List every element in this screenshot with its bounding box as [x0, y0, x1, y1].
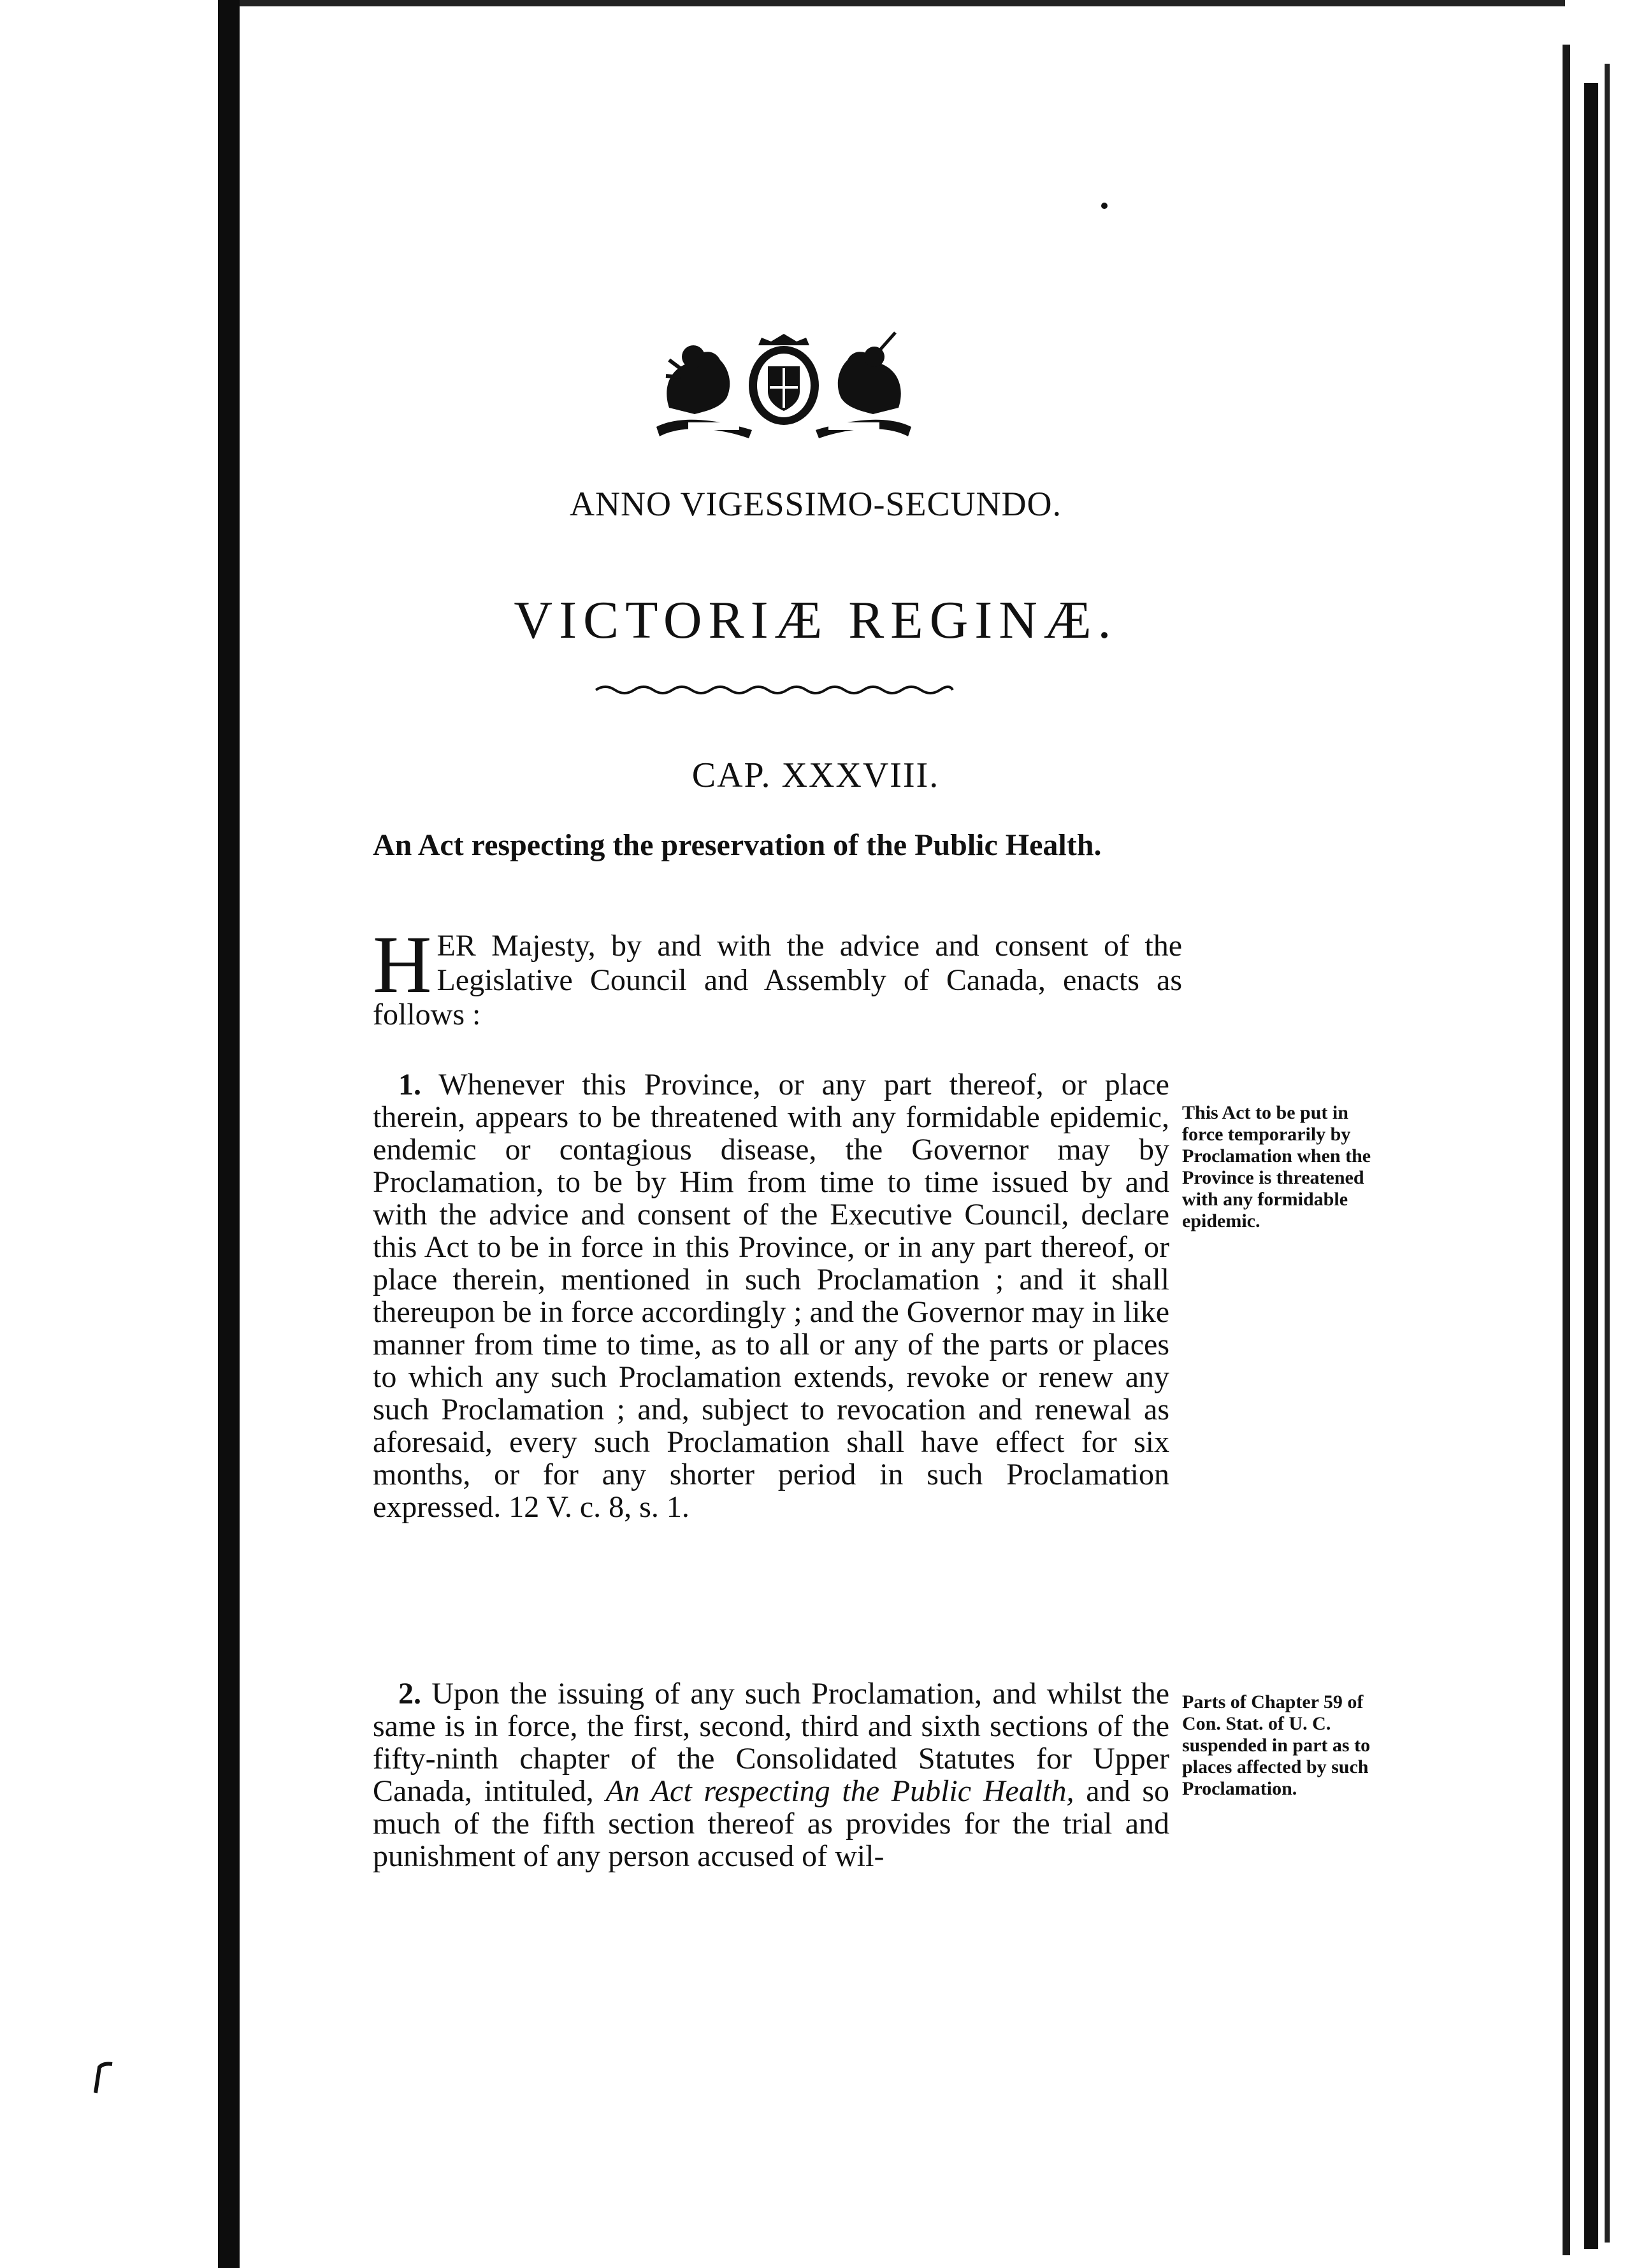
margin-stray-mark [90, 2058, 116, 2096]
regnal-year-heading: ANNO VIGESSIMO-SECUNDO. [569, 485, 1062, 523]
act-title: An Act respecting the preservation of the Public Health. [373, 828, 1102, 862]
margin-note-section-2: Parts of Chapter 59 of Con. Stat. of U. C. suspended in part as to places affected by such Proclamation. [1182, 1691, 1371, 1799]
margin-note-section-1: This Act to be put in force temporarily by Proclamation when the Province is threatened with any formidable epidemic. [1182, 1102, 1371, 1231]
section-text: Whenever this Province, or any part thereof, or place therein, appears to be threatened with any formidable epidemic, endemic or contagious disease, the Governor may by Proclamation, to be by Him from time to time issued by and with the advice and consent of the Executive Council, declare this Act to be in force in this Province, or in any part thereof, or place therein, mentioned in such Proclamation ; and it shall thereupon be in force accordingly ; and the Governor may in like manner from time to time, as to all or any of the parts or places to which any such Proclamation extends, revoke or renew any such Proclamation ; and, subject to revocation and renewal as aforesaid, every such Proclamation shall have effect for six months, or for any shorter period in such Proclamation expressed. [373, 1068, 1169, 1524]
section-text: Upon the issuing of any such Proclamation, and whilst the same is in force, the first, second, third and sixth sections of the fifty-ninth chapter of the Consolidated Statutes for Upper Canada, intituled, [373, 1677, 1170, 1808]
cited-act-title: An Act respecting the Public Health, [605, 1774, 1074, 1808]
section-text-continued: and so much of the fifth section thereof as provides for the trial and punishment of any person accused of wil- [373, 1774, 1170, 1873]
section-number: 1. [398, 1068, 421, 1102]
binding-shadow [218, 0, 240, 2268]
ink-speck-mark [1099, 201, 1109, 211]
wavy-rule-ornament [593, 680, 956, 700]
page-top-edge [240, 0, 1565, 6]
page-right-edge [1563, 45, 1570, 2255]
section-1 [373, 1068, 1169, 1523]
facing-page-margin [0, 0, 217, 2268]
page-right-edge-outer [1605, 64, 1610, 2243]
monarch-heading: VICTORIÆ REGINÆ. [514, 591, 1118, 650]
section-number: 2. [398, 1677, 421, 1711]
section-2 [373, 1677, 1169, 1872]
section-citation: 12 V. c. 8, s. 1. [509, 1490, 690, 1524]
preamble-text: ER Majesty, by and with the advice and consent of the Legislative Council and Assembly of Canada, enacts as follows : [373, 929, 1182, 1031]
page-right-edge-shadow [1584, 83, 1598, 2249]
royal-coat-of-arms-icon [644, 331, 924, 440]
preamble [373, 919, 1182, 1032]
drop-cap: H [373, 919, 432, 1010]
chapter-number: CAP. XXXVIII. [691, 756, 940, 795]
